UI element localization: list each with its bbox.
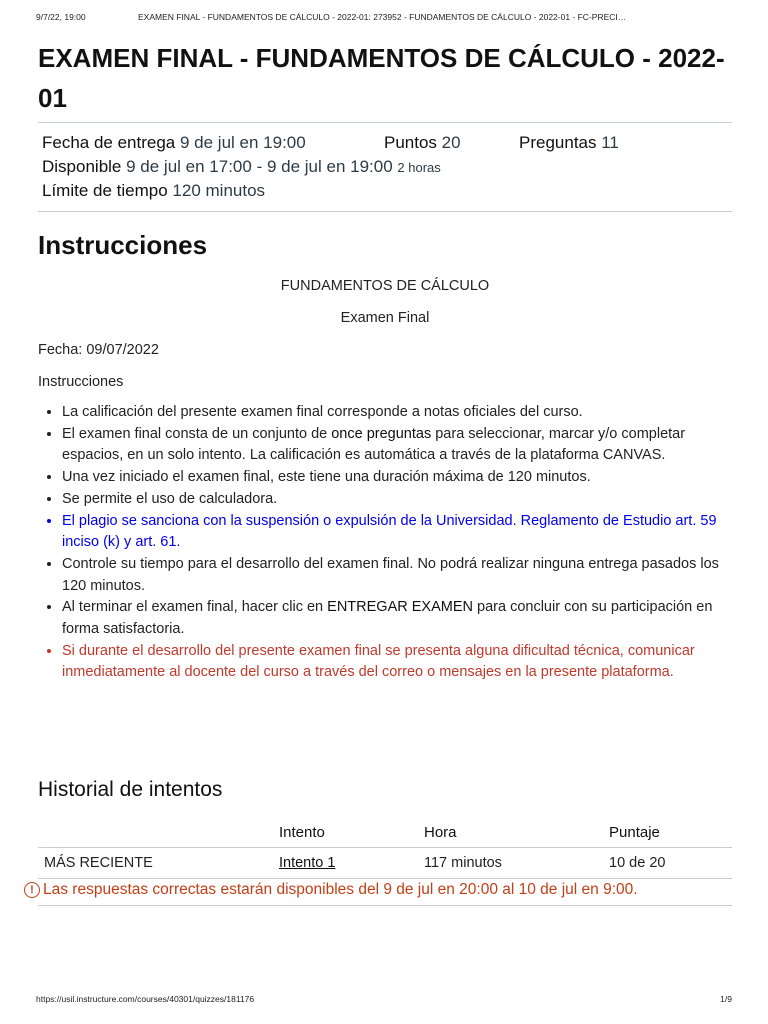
- emphasis-text: ENTREGAR EXAMEN: [327, 599, 473, 616]
- quiz-page: [38, 38, 732, 871]
- list-item-plagiarism: • El plagio se sanciona con la suspensión o expulsión de la Universidad. Reglamento de Estudio art. 59 inciso (k) y art. 61.: [62, 511, 732, 554]
- notice-text: Las respuestas correctas estarán disponibles del 9 de jul en 20:00 al 10 de jul en 9:00.: [43, 881, 638, 898]
- instructions-list: [38, 402, 732, 684]
- due-label: Fecha de entrega: [42, 133, 176, 152]
- due-value: 9 de jul en 19:00: [180, 133, 306, 152]
- table-row: [38, 848, 732, 879]
- list-item-technical: • Si durante el desarrollo del presente examen final se presenta alguna dificultad técnica, comunicar inmediatamente al docente del curso a través del correo o mensajes en la presente plataforma.: [62, 641, 732, 684]
- column-header: Hora: [424, 818, 609, 848]
- column-header: [38, 818, 279, 848]
- attempt-time: 117 minutos: [424, 855, 502, 871]
- history-heading: Historial de intentos: [38, 778, 223, 801]
- points-value: 20: [441, 133, 461, 152]
- print-datetime: 9/7/22, 19:00: [36, 12, 86, 22]
- divider: [38, 905, 732, 906]
- attempt-score: 10 de 20: [609, 855, 666, 871]
- questions-label: Preguntas: [519, 133, 597, 152]
- available-duration: 2 horas: [397, 160, 441, 175]
- print-page-number: 1/9: [720, 994, 732, 1004]
- print-document-title: EXAMEN FINAL - FUNDAMENTOS DE CÁLCULO - 2022-01: 273952 - FUNDAMENTOS DE CÁLCULO - 2022-01 - FC-PRECI…: [138, 12, 627, 22]
- emphasis-text: once preguntas: [331, 425, 432, 442]
- list-item: • Una vez iniciado el examen final, este tiene una duración máxima de 120 minutos.: [62, 467, 732, 489]
- divider: [38, 211, 732, 212]
- column-header: Puntaje: [609, 818, 732, 848]
- quiz-details: [38, 123, 732, 211]
- answers-availability-notice: [24, 878, 704, 901]
- warning-circle-icon: !: [24, 882, 40, 898]
- time-limit-value: 120 minutos: [172, 181, 266, 200]
- table-header-row: [38, 818, 732, 848]
- list-item: • Controle su tiempo para el desarrollo del examen final. No podrá realizar ninguna entrega pasados los 120 minutos.: [62, 554, 732, 597]
- list-item: • El examen final consta de un conjunto de once preguntas para seleccionar, marcar y/o completar espacios, en un solo intento. La calificación es automática a través de la plataforma CANVAS.: [62, 424, 732, 467]
- quiz-title: EXAMEN FINAL - FUNDAMENTOS DE CÁLCULO - 2022-01: [38, 43, 725, 113]
- column-header: Intento: [279, 818, 424, 848]
- attempt-link[interactable]: Intento 1: [279, 855, 336, 871]
- available-label: Disponible: [42, 157, 122, 176]
- print-header: [0, 0, 768, 30]
- list-item: • La calificación del presente examen final corresponde a notas oficiales del curso.: [62, 402, 732, 424]
- exam-date: Fecha: 09/07/2022: [38, 342, 159, 358]
- points-label: Puntos: [384, 133, 437, 152]
- instructions-body: [38, 276, 732, 684]
- available-value: 9 de jul en 17:00 - 9 de jul en 19:00: [126, 157, 393, 176]
- list-item: • Se permite el uso de calculadora.: [62, 489, 732, 511]
- exam-name: Examen Final: [340, 310, 430, 326]
- instructions-subheading: Instrucciones: [38, 374, 124, 390]
- time-limit-label: Límite de tiempo: [42, 181, 168, 200]
- course-name: FUNDAMENTOS DE CÁLCULO: [280, 278, 490, 294]
- instructions-heading: Instrucciones: [38, 230, 208, 260]
- list-item: • Al terminar el examen final, hacer clic en ENTREGAR EXAMEN para concluir con su participación en forma satisfactoria.: [62, 597, 732, 640]
- print-url: https://usil.instructure.com/courses/40301/quizzes/181176: [36, 994, 255, 1004]
- questions-value: 11: [601, 133, 619, 152]
- attempt-label: MÁS RECIENTE: [44, 855, 153, 871]
- attempts-table: [38, 818, 732, 879]
